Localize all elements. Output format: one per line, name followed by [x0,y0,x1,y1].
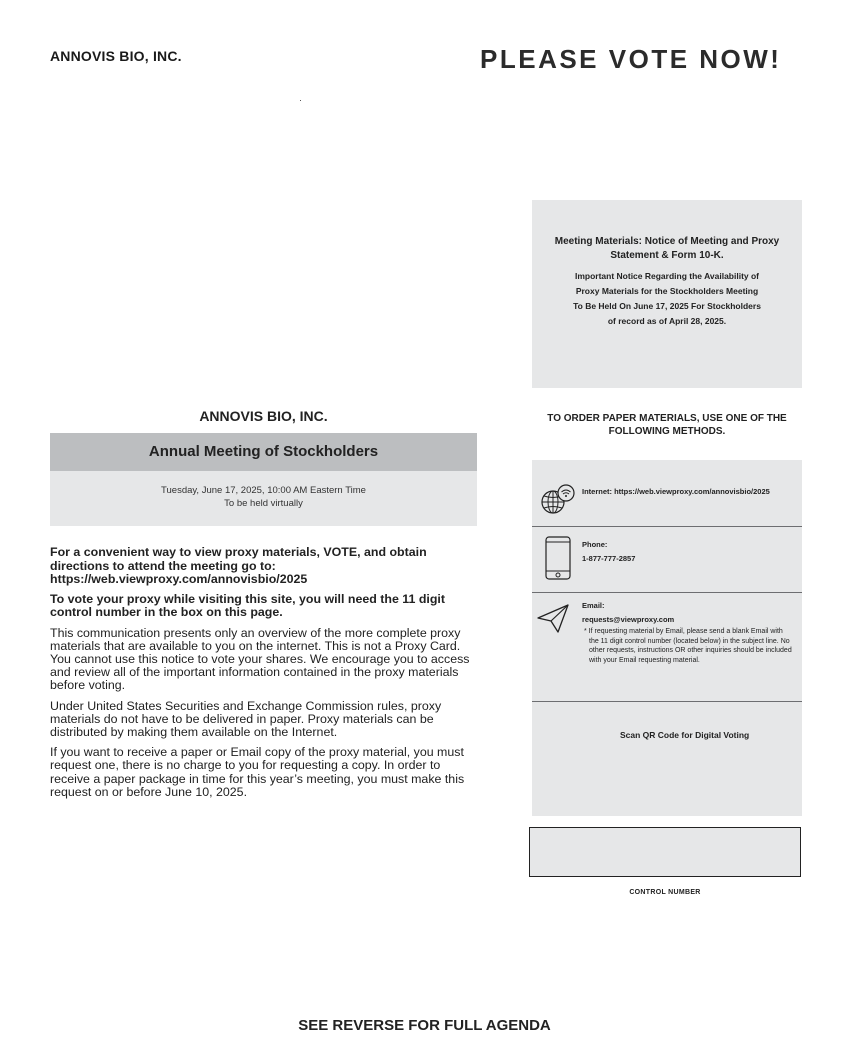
sec-rules-paragraph: Under United States Securities and Exchange Commission rules, proxy materials do not have to be delivered in paper. Proxy materials can be distributed by making them available on the Internet. [50,698,442,739]
meeting-datetime: Tuesday, June 17, 2025, 10:00 AM Eastern Time [161,485,366,496]
notice-body: Important Notice Regarding the Availability of Proxy Materials for the Stockholders Meeting To Be Held On June 17, 2025 For Stockholders of record as of April 28, 2025. [573,271,761,326]
order-methods-panel [532,460,802,816]
internet-url[interactable]: Internet: https://web.viewproxy.com/annovisbio/2025 [582,487,770,496]
meeting-info [50,471,477,526]
email-address[interactable]: requests@viewproxy.com [582,615,675,624]
phone-label: Phone: [582,540,608,549]
control-number-label: CONTROL NUMBER [629,889,701,896]
email-instructions: * If requesting material by Email, please send a blank Email with the 11 digit control number (located below) in the subject line. No other requests, instructions OR other inquiries should be included with your Email requesting material. [584,628,792,664]
email-label: Email: [582,601,605,610]
see-reverse-footer: SEE REVERSE FOR FULL AGENDA [298,1017,551,1034]
phone-number[interactable]: 1-877-777-2857 [582,554,636,563]
mobile-phone-icon [544,536,572,580]
qr-code-area [532,702,802,816]
vote-instructions: For a convenient way to view proxy materials, VOTE, and obtain directions to attend the meeting go to: https://web.viewproxy.com/annovisbio/2025 [50,545,427,586]
control-number-instructions: To vote your proxy while visiting this site, you will need the 11 digit control number in the box on this page. [50,591,445,619]
internet-method [532,460,802,527]
meeting-location: To be held virtually [224,498,303,509]
phone-method [532,527,802,593]
vote-banner: PLEASE VOTE NOW! [480,44,782,74]
globe-wifi-icon [540,482,576,516]
notice-text [50,546,480,806]
company-name: ANNOVIS BIO, INC. [199,408,328,424]
email-contact [582,599,794,665]
qr-code-caption: Scan QR Code for Digital Voting [620,730,750,740]
email-method [532,593,802,702]
stray-dot [300,100,301,101]
paper-copy-paragraph: If you want to receive a paper or Email copy of the proxy material, you must request one, there is no charge to you for requesting a copy. In order to receive a paper package in time for this year’s meeting, you must make this request on or before June 10, 2025. [50,745,465,799]
paper-plane-icon [536,603,570,633]
control-number-box [529,827,801,877]
meeting-materials-notice [532,200,802,388]
overview-paragraph: This communication presents only an overview of the more complete proxy materials that are available to you on the internet. This is not a Proxy Card. You cannot use this notice to vote your shares. We encourage you to access and review all of the important information contained in the proxy materials before voting. [50,625,470,693]
order-methods-heading: TO ORDER PAPER MATERIALS, USE ONE OF THE FOLLOWING METHODS. [547,413,787,437]
company-name-header: ANNOVIS BIO, INC. [50,48,182,64]
meeting-title: Annual Meeting of Stockholders [50,433,477,471]
phone-contact [582,538,635,566]
notice-title: Meeting Materials: Notice of Meeting and Proxy Statement & Form 10-K. [554,236,780,261]
